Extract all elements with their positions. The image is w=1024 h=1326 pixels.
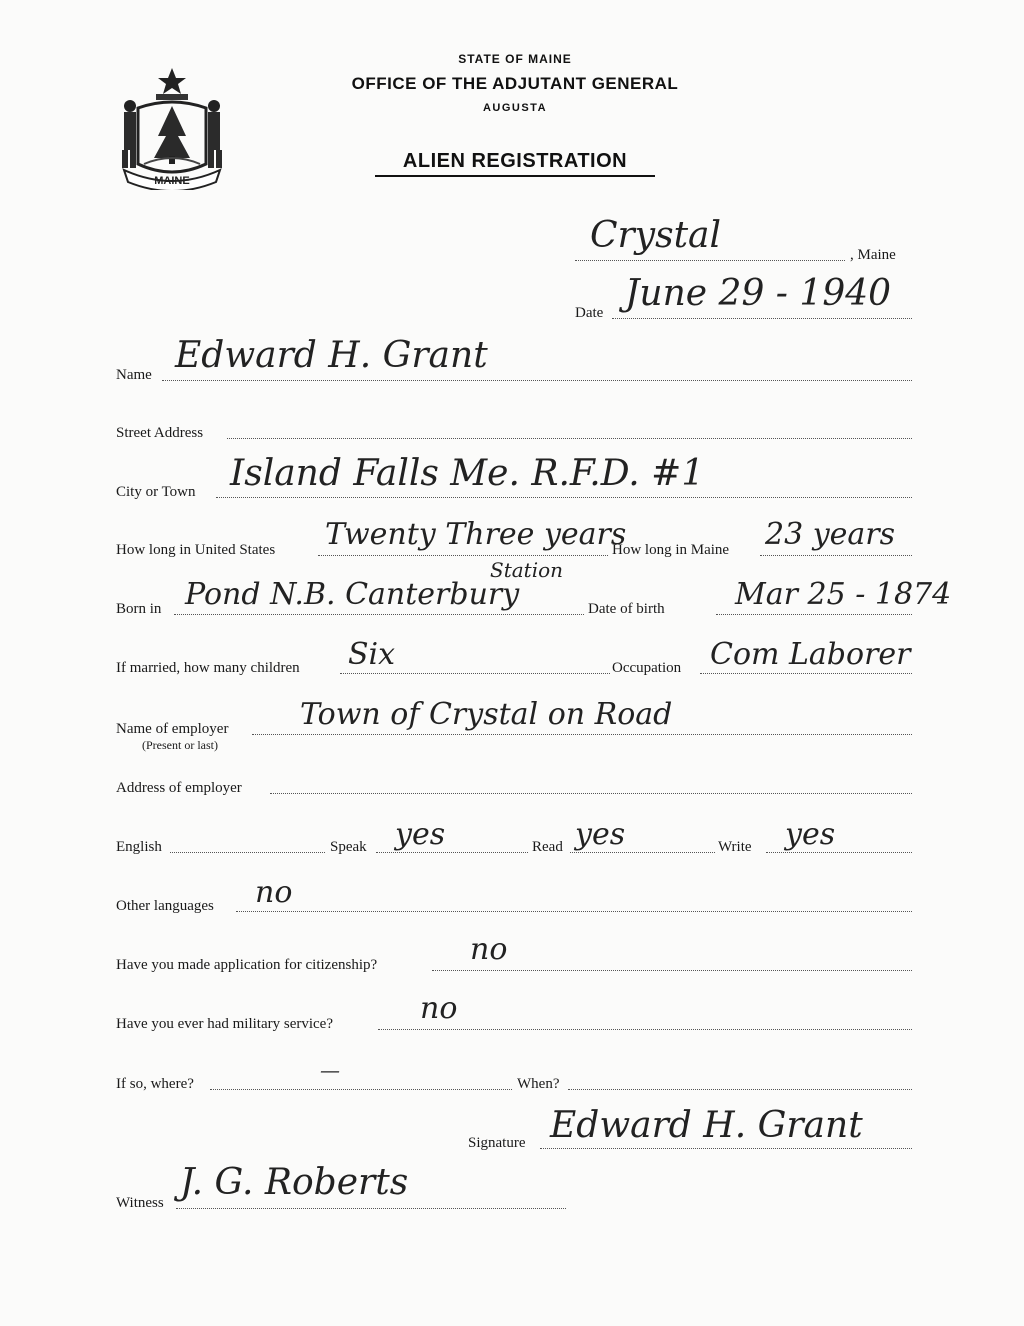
- speak-value: yes: [395, 817, 446, 852]
- employer-address-line: [270, 793, 912, 794]
- military-label: Have you ever had military service?: [116, 1016, 333, 1032]
- born-in-note: Station: [490, 558, 564, 582]
- read-line: [570, 852, 715, 853]
- name-label: Name: [116, 367, 152, 383]
- witness-line: [176, 1208, 566, 1209]
- occupation-value: Com Laborer: [710, 637, 911, 672]
- write-line: [766, 852, 912, 853]
- date-line: [612, 318, 912, 319]
- date-label: Date: [575, 305, 604, 321]
- english-line: [170, 852, 325, 853]
- speak-line: [376, 852, 528, 853]
- military-line: [378, 1029, 912, 1030]
- how-long-us-line: [318, 555, 608, 556]
- where-line: [210, 1089, 512, 1090]
- date-of-birth-label: Date of birth: [588, 601, 665, 617]
- city-or-town-value: Island Falls Me. R.F.D. #1: [230, 453, 705, 494]
- citizenship-line: [432, 970, 912, 971]
- how-long-us-label: How long in United States: [116, 542, 276, 558]
- header-office: OFFICE OF THE ADJUTANT GENERAL: [351, 74, 679, 93]
- state-of-maine-seal-icon: [116, 64, 228, 190]
- witness-label: Witness: [116, 1195, 164, 1211]
- write-value: yes: [785, 817, 836, 852]
- born-in-value: Pond N.B. Canterbury: [185, 577, 520, 612]
- employer-line: [252, 734, 912, 735]
- header-city: AUGUSTA: [482, 102, 548, 114]
- street-address-line: [227, 438, 912, 439]
- name-line: [162, 380, 912, 381]
- employer-sub-label: (Present or last): [142, 738, 218, 752]
- citizenship-value: no: [470, 932, 508, 967]
- city-or-town-label: City or Town: [116, 484, 196, 500]
- how-long-maine-value: 23 years: [765, 517, 896, 552]
- speak-label: Speak: [330, 839, 367, 855]
- born-in-label: Born in: [116, 601, 162, 617]
- employer-label: Name of employer: [116, 721, 229, 737]
- write-label: Write: [718, 839, 752, 855]
- occupation-line: [700, 673, 912, 674]
- children-value: Six: [348, 637, 396, 672]
- street-address-label: Street Address: [116, 425, 204, 441]
- if-so-where-label: If so, where?: [116, 1076, 194, 1092]
- children-line: [340, 673, 610, 674]
- when-line: [568, 1089, 912, 1090]
- signature-value: Edward H. Grant: [550, 1105, 863, 1146]
- children-label: If married, how many children: [116, 660, 300, 676]
- other-languages-value: no: [255, 875, 293, 910]
- header-state: STATE OF MAINE: [458, 52, 572, 66]
- other-languages-label: Other languages: [116, 898, 214, 914]
- maine-label: , Maine: [850, 247, 896, 263]
- name-value: Edward H. Grant: [175, 335, 488, 376]
- employer-address-label: Address of employer: [116, 780, 242, 796]
- witness-value: J. G. Roberts: [180, 1162, 409, 1203]
- date-of-birth-line: [716, 614, 912, 615]
- military-value: no: [420, 991, 458, 1026]
- read-value: yes: [575, 817, 626, 852]
- how-long-us-value: Twenty Three years: [325, 517, 627, 552]
- signature-line: [540, 1148, 912, 1149]
- other-languages-line: [236, 911, 912, 912]
- english-label: English: [116, 839, 162, 855]
- form-title: ALIEN REGISTRATION: [375, 150, 655, 177]
- signature-label: Signature: [468, 1135, 526, 1151]
- occupation-label: Occupation: [612, 660, 682, 676]
- read-label: Read: [532, 839, 563, 855]
- born-in-line: [174, 614, 584, 615]
- how-long-maine-label: How long in Maine: [612, 542, 730, 558]
- citizenship-label: Have you made application for citizenship?: [116, 957, 378, 973]
- date-value: June 29 - 1940: [625, 273, 892, 314]
- when-label: When?: [517, 1076, 560, 1092]
- how-long-maine-line: [760, 555, 912, 556]
- seal-banner-text: MAINE: [154, 175, 190, 187]
- date-of-birth-value: Mar 25 - 1874: [735, 577, 952, 612]
- town-value: Crystal: [590, 215, 722, 256]
- where-value: —: [320, 1058, 340, 1082]
- employer-value: Town of Crystal on Road: [300, 697, 673, 732]
- town-line: [575, 260, 845, 261]
- city-or-town-line: [216, 497, 912, 498]
